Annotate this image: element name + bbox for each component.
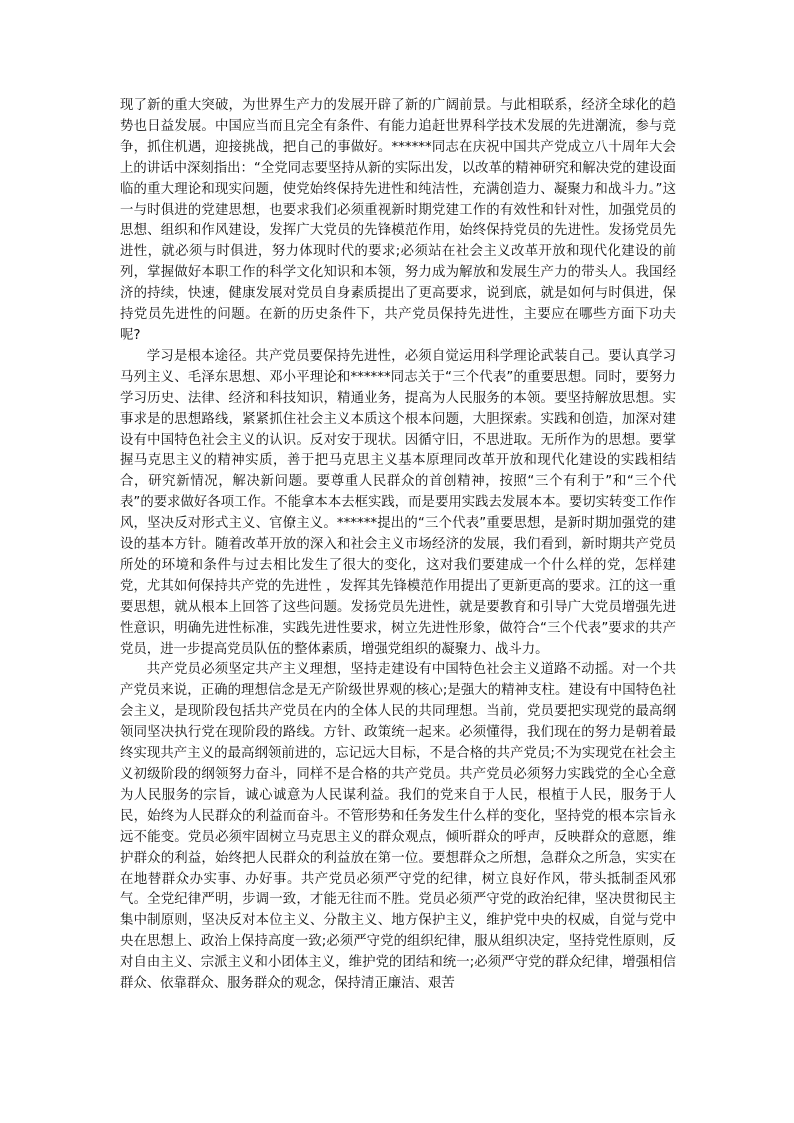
paragraph-2: 学习是根本途径。共产党员要保持先进性，必须自觉运用科学理论武装自己。要认真学习马列主义、毛泽东思想、邓小平理论和******同志关于“三个代表”的重要思想。同时，要努力学习历史、法律、经济和科技知识，精通业务，提高为人民服务的本领。要坚持解放思想。实事求是的思想路线，紧紧抓住社会主义本质这个根本问题，大胆探索。实践和创造，加深对建设有中国特色社会主义的认识。反对安于现状。因循守旧，不思进取。无所作为的思想。要掌握马克思主义的精神实质，善于把马克思主义基本原理同改革开放和现代化建设的实践相结合，研究新情况，解决新问题。要尊重人民群众的首创精神，按照“三个有利于”和“三个代表”的要求做好各项工作。不能拿本本去框实践，而是要用实践去发展本本。要切实转变工作作风，坚决反对形式主义、官僚主义。******提出的“三个代表”重要思想，是新时期加强党的建设的基本方针。随着改革开放的深入和社会主义市场经济的发展，我们看到，新时期共产党员所处的环境和条件与过去相比发生了很大的变化，这对我们要建成一个什么样的党，怎样建党，尤其如何保持共产党的先进性 ，发挥其先锋模范作用提出了更新更高的要求。江的这一重要思想，就从根本上回答了这些问题。发扬党员先进性，就是要教育和引导广大党员增强先进性意识，明确先进性标准，实践先进性要求，树立先进性形象，做符合“三个代表”要求的共产党员，进一步提高党员队伍的整体素质，增强党组织的凝聚力、战斗力。 — [120, 348, 676, 657]
paragraph-1: 现了新的重大突破，为世界生产力的发展开辟了新的广阔前景。与此相联系，经济全球化的趋势也日益发展。中国应当而且完全有条件、有能力追赶世界科学技术发展的先进潮流，参与竞争，抓住机遇，迎接挑战，把自己的事做好。******同志在庆祝中国共产党成立八十周年大会上的讲话中深刻指出：“全党同志要坚持从新的实际出发，以改革的精神研究和解决党的建设面临的重大理论和现实问题，使党始终保持先进性和纯洁性，充满创造力、凝聚力和战斗力。”这一与时俱进的党建思想，也要求我们必须重视新时期党建工作的有效性和针对性，加强党员的思想、组织和作风建设，发挥广大党员的先锋模范作用，始终保持党员的先进性。发扬党员先进性，就必须与时俱进，努力体现时代的要求;必须站在社会主义改革开放和现代化建设的前列，掌握做好本职工作的科学文化知识和本领，努力成为解放和发展生产力的带头人。我国经济的持续，快速，健康发展对党员自身素质提出了更高要求，说到底，就是如何与时俱进，保持党员先进性的问题。在新的历史条件下，共产党员保持先进性，主要应在哪些方面下功夫呢? — [120, 98, 676, 343]
document-page — [120, 96, 676, 995]
paragraph-3: 共产党员必须坚定共产主义理想，坚持走建设有中国特色社会主义道路不动摇。对一个共产党员来说，正确的理想信念是无产阶级世界观的核心;是强大的精神支柱。建设有中国特色社会主义，是现阶段包括共产党员在内的全体人民的共同理想。当前，党员要把实现党的最高纲领同坚决执行党在现阶段的路线。方针、政策统一起来。必须懂得，我们现在的努力是朝着最终实现共产主义的最高纲领前进的，忘记远大目标，不是合格的共产党员;不为实现党在社会主义初级阶段的纲领努力奋斗，同样不是合格的共产党员。共产党员必须努力实践党的全心全意为人民服务的宗旨，诚心诚意为人民谋利益。我们的党来自于人民，根植于人民，服务于人民，始终为人民群众的利益而奋斗。不管形势和任务发生什么样的变化，坚持党的根本宗旨永远不能变。党员必须牢固树立马克思主义的群众观点，倾听群众的呼声，反映群众的意愿，维护群众的利益，始终把人民群众的利益放在第一位。要想群众之所想，急群众之所急，实实在在地替群众办实事、办好事。共产党员必须严守党的纪律，树立良好作风，带头抵制歪风邪气。全党纪律严明，步调一致，才能无往而不胜。党员必须严守党的政治纪律，坚决贯彻民主集中制原则，坚决反对本位主义、分散主义、地方保护主义，维护党中央的权威，自觉与党中央在思想上、政治上保持高度一致;必须严守党的组织纪律，服从组织决定，坚持党性原则，反对自由主义、宗派主义和小团体主义，维护党的团结和统一;必须严守党的群众纪律，增强相信群众、依靠群众、服务群众的观念，保持清正廉洁、艰苦 — [120, 662, 676, 992]
